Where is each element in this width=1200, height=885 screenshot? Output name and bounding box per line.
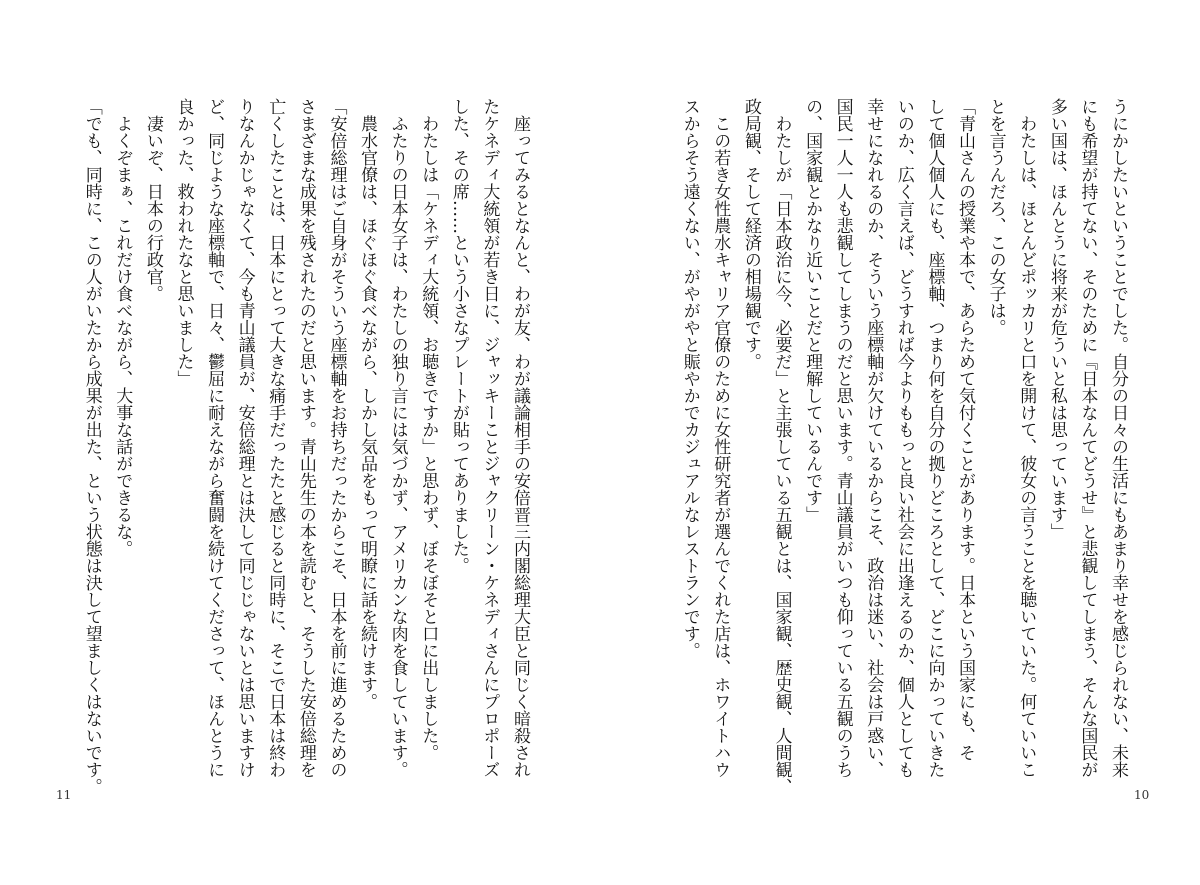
text-column: よくぞまぁ、これだけ食べながら、大事な話ができるな。	[112, 115, 133, 557]
text-column: いのか、広く言えば、どうすれば今よりももっと良い社会に出逢えるのか、個人としても	[893, 98, 914, 778]
text-column: 幸せになれるのか、そういう座標軸が欠けているからこそ、政治は迷い、社会は戸惑い、	[863, 98, 884, 778]
page-number: 11	[56, 788, 72, 802]
text-column: わたしは「ケネディ大統領、お聴きですか」と思わず、ぼそぼそと口に出しました。	[418, 115, 439, 761]
text-column: の、国家観とかなり近いことだと理解しているんです」	[802, 98, 823, 523]
right-page-text	[674, 98, 1133, 798]
text-column: ど、同じような座標軸で、日々、鬱屈に耐えながら奮闘を続けてくださって、ほんとうに	[204, 98, 225, 778]
text-column: 凄いぞ、日本の行政官。	[142, 115, 163, 302]
text-column: ふたりの日本女子は、わたしの独り言には気づかず、アメリカンな肉を食しています。	[387, 115, 408, 778]
text-column: 「青山さんの授業や本で、あらためて気付くことがあります。日本という国家にも、そ	[955, 98, 976, 761]
text-column: とを言うんだろ、この女子は。	[985, 98, 1006, 336]
text-column: 座ってみるとなんと、わが友、わが議論相手の安倍晋三内閣総理大臣と同じく暗殺され	[510, 115, 530, 778]
text-column: この若き女性農水キャリア官僚のために女性研究者が選んでくれた店は、ホワイトハウ	[710, 115, 731, 778]
text-column: 政局観、そして経済の相場観です。	[740, 98, 761, 370]
text-column: りなんかじゃなくて、今も青山議員が、安倍総理とは決して同じじゃないとは思いますけ	[234, 98, 255, 778]
text-column: 国民一人一人も悲観してしまうのだと思います。青山議員がいつも仰っている五観のうち	[832, 98, 853, 778]
text-column: 良かった、救われたなと思いました」	[173, 98, 194, 387]
text-column: わたしが「日本政治に今、必要だ」と主張している五観とは、国家観、歴史観、人間観、	[771, 115, 792, 795]
text-column: にも希望が持てない、そのために『日本なんてどうせ』と悲観してしまう、そんな国民が	[1077, 98, 1098, 778]
page-number: 10	[1134, 788, 1150, 802]
text-column: 多い国は、ほんとうに将来が危ういと私は思っています」	[1046, 98, 1067, 540]
left-page-text	[76, 98, 535, 798]
right-page	[600, 0, 1200, 885]
text-column: して個人個人にも、座標軸、つまり何を自分の拠りどころとして、どこに向かっていきた	[924, 98, 945, 778]
text-column: スからそう遠くない、がやがやと賑やかでカジュアルなレストランです。	[679, 98, 700, 659]
text-column: さまざまな成果を残されたのだと思います。青山先生の本を読むと、そうした安倍総理を	[295, 98, 316, 778]
text-column: 農水官僚は、ほぐほぐ食べながら、しかし気品をもって明瞭に話を続けます。	[357, 115, 378, 710]
text-column: わたしは、ほとんどポッカリと口を開けて、彼女の言うことを聴いていた。何ていいこ	[1016, 115, 1037, 778]
text-column: 亡くしたことは、日本にとって大きな痛手だったたと感じると同時に、そこで日本は終わ	[265, 98, 286, 778]
text-column: 「安倍総理はご自身がそういう座標軸をお持ちだったからこそ、日本を前に進めるための	[326, 98, 347, 778]
text-column: たケネディ大統領が若き日に、ジャッキーことジャクリーン・ケネディさんにプロポーズ	[479, 98, 500, 778]
text-column: 「でも、同時に、この人がいたから成果が出た、という状態は決して望ましくはないです。	[81, 98, 102, 795]
text-column: うにかしたいということでした。自分の日々の生活にもあまり幸せを感じられない、未来	[1108, 98, 1128, 778]
text-column: した、その席……という小さなプレートが貼ってありました。	[448, 98, 469, 574]
